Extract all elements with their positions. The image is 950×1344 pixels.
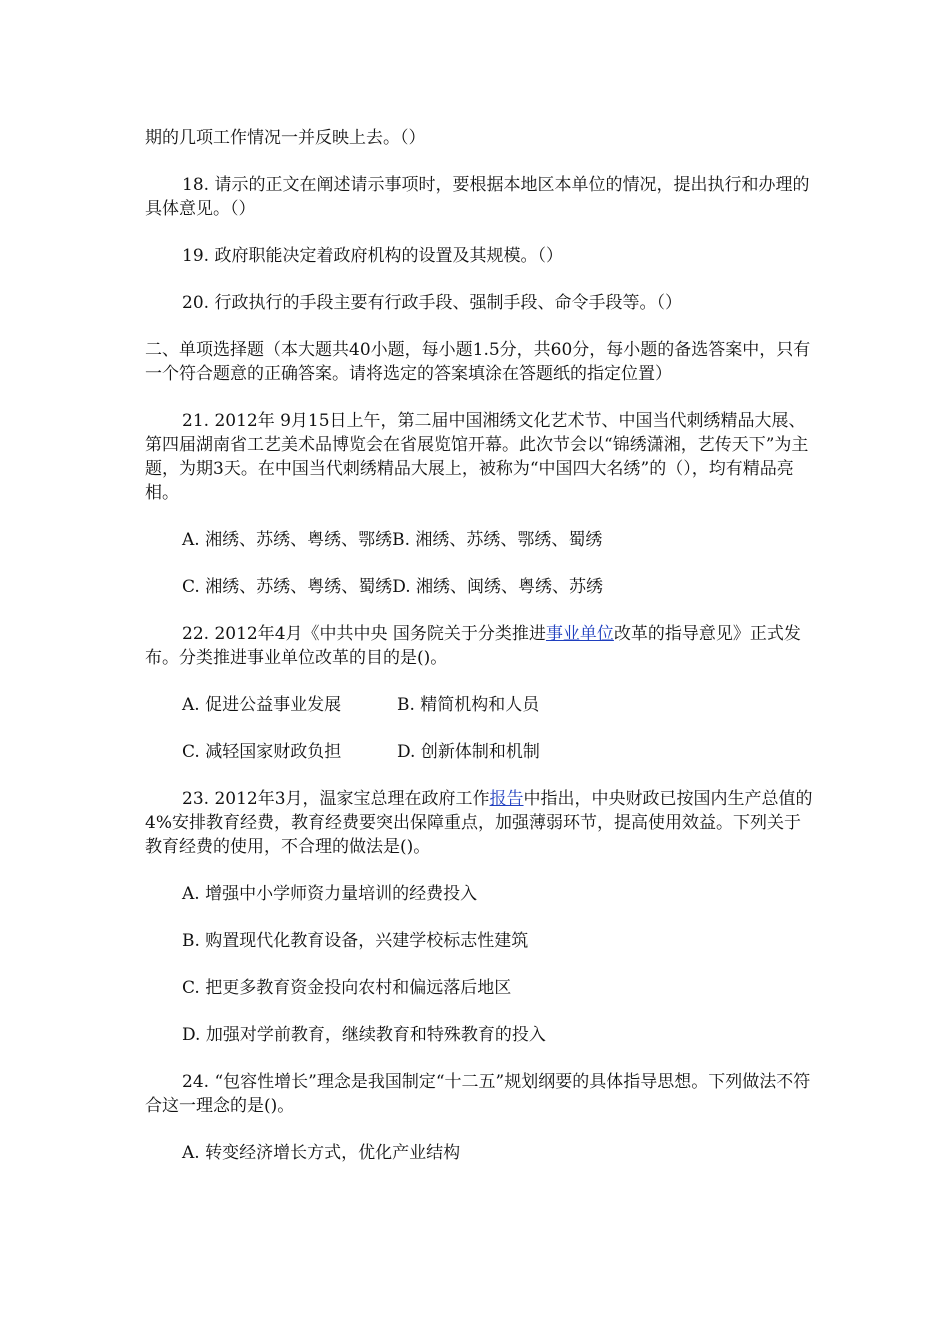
question-23-text-start: 23. 2012年3月，温家宝总理在政府工作 (182, 789, 490, 809)
question-23-text-end: 中指出，中央财政已按国内生产总值的4%安排教育经费，教育经费要突出保障重点，加强薄弱环节，提高使用效益。下列关于教育经费的使用，不合理的做法是()。 (145, 789, 813, 857)
option-b: B. 精简机构和人员 (397, 695, 540, 715)
option-c: C. 减轻国家财政负担 (182, 742, 342, 762)
document-page (145, 120, 815, 1165)
question-24-option-a: A. 转变经济增长方式，优化产业结构 (182, 1143, 461, 1163)
question-23-option-b: B. 购置现代化教育设备，兴建学校标志性建筑 (182, 931, 529, 951)
question-19: 19. 政府职能决定着政府机构的设置及其规模。（） (182, 246, 563, 266)
question-21: 21. 2012年 9月15日上午，第二届中国湘绣文化艺术节、中国当代刺绣精品大展、第四届湖南省工艺美术品博览会在省展览馆开幕。此次节会以“锦绣潇湘，艺传天下”为主题，为期3天。在中国当代刺绣精品大展上，被称为“中国四大名绣”的（），均有精品亮相。 (145, 411, 809, 503)
question-18: 18. 请示的正文在阐述请示事项时，要根据本地区本单位的情况，提出执行和办理的具体意见。（） (145, 175, 810, 219)
paragraph-continuation: 期的几项工作情况一并反映上去。（） (145, 128, 426, 148)
question-22-options-cd (145, 740, 815, 764)
question-22-text-start: 22. 2012年4月《中共中央 国务院关于分类推进 (182, 624, 546, 644)
question-22 (145, 622, 815, 670)
question-23-option-d: D. 加强对学前教育，继续教育和特殊教育的投入 (182, 1025, 546, 1045)
question-23 (145, 787, 815, 859)
option-d: D. 创新体制和机制 (397, 742, 540, 762)
question-22-text-end: 改革的指导意见》正式发布。分类推进事业单位改革的目的是()。 (145, 624, 801, 668)
question-21-options-ab: A. 湘绣、苏绣、粤绣、鄂绣B. 湘绣、苏绣、鄂绣、蜀绣 (182, 530, 603, 550)
link-shiye-danwei[interactable]: 事业单位 (545, 624, 614, 644)
question-23-option-a: A. 增强中小学师资力量培训的经费投入 (182, 884, 478, 904)
question-23-option-c: C. 把更多教育资金投向农村和偏远落后地区 (182, 978, 512, 998)
option-a: A. 促进公益事业发展 (182, 695, 342, 715)
question-24: 24. “包容性增长”理念是我国制定“十二五”规划纲要的具体指导思想。下列做法不符合这一理念的是()。 (145, 1072, 811, 1116)
question-21-options-cd: C. 湘绣、苏绣、粤绣、蜀绣D. 湘绣、闽绣、粤绣、苏绣 (182, 577, 604, 597)
question-22-options-ab (145, 693, 815, 717)
question-20: 20. 行政执行的手段主要有行政手段、强制手段、命令手段等。（） (182, 293, 682, 313)
section-heading-single-choice: 二、单项选择题（本大题共40小题，每小题1.5分，共60分，每小题的备选答案中，只有一个符合题意的正确答案。请将选定的答案填涂在答题纸的指定位置） (145, 340, 811, 384)
link-baogao[interactable]: 报告 (489, 789, 524, 809)
